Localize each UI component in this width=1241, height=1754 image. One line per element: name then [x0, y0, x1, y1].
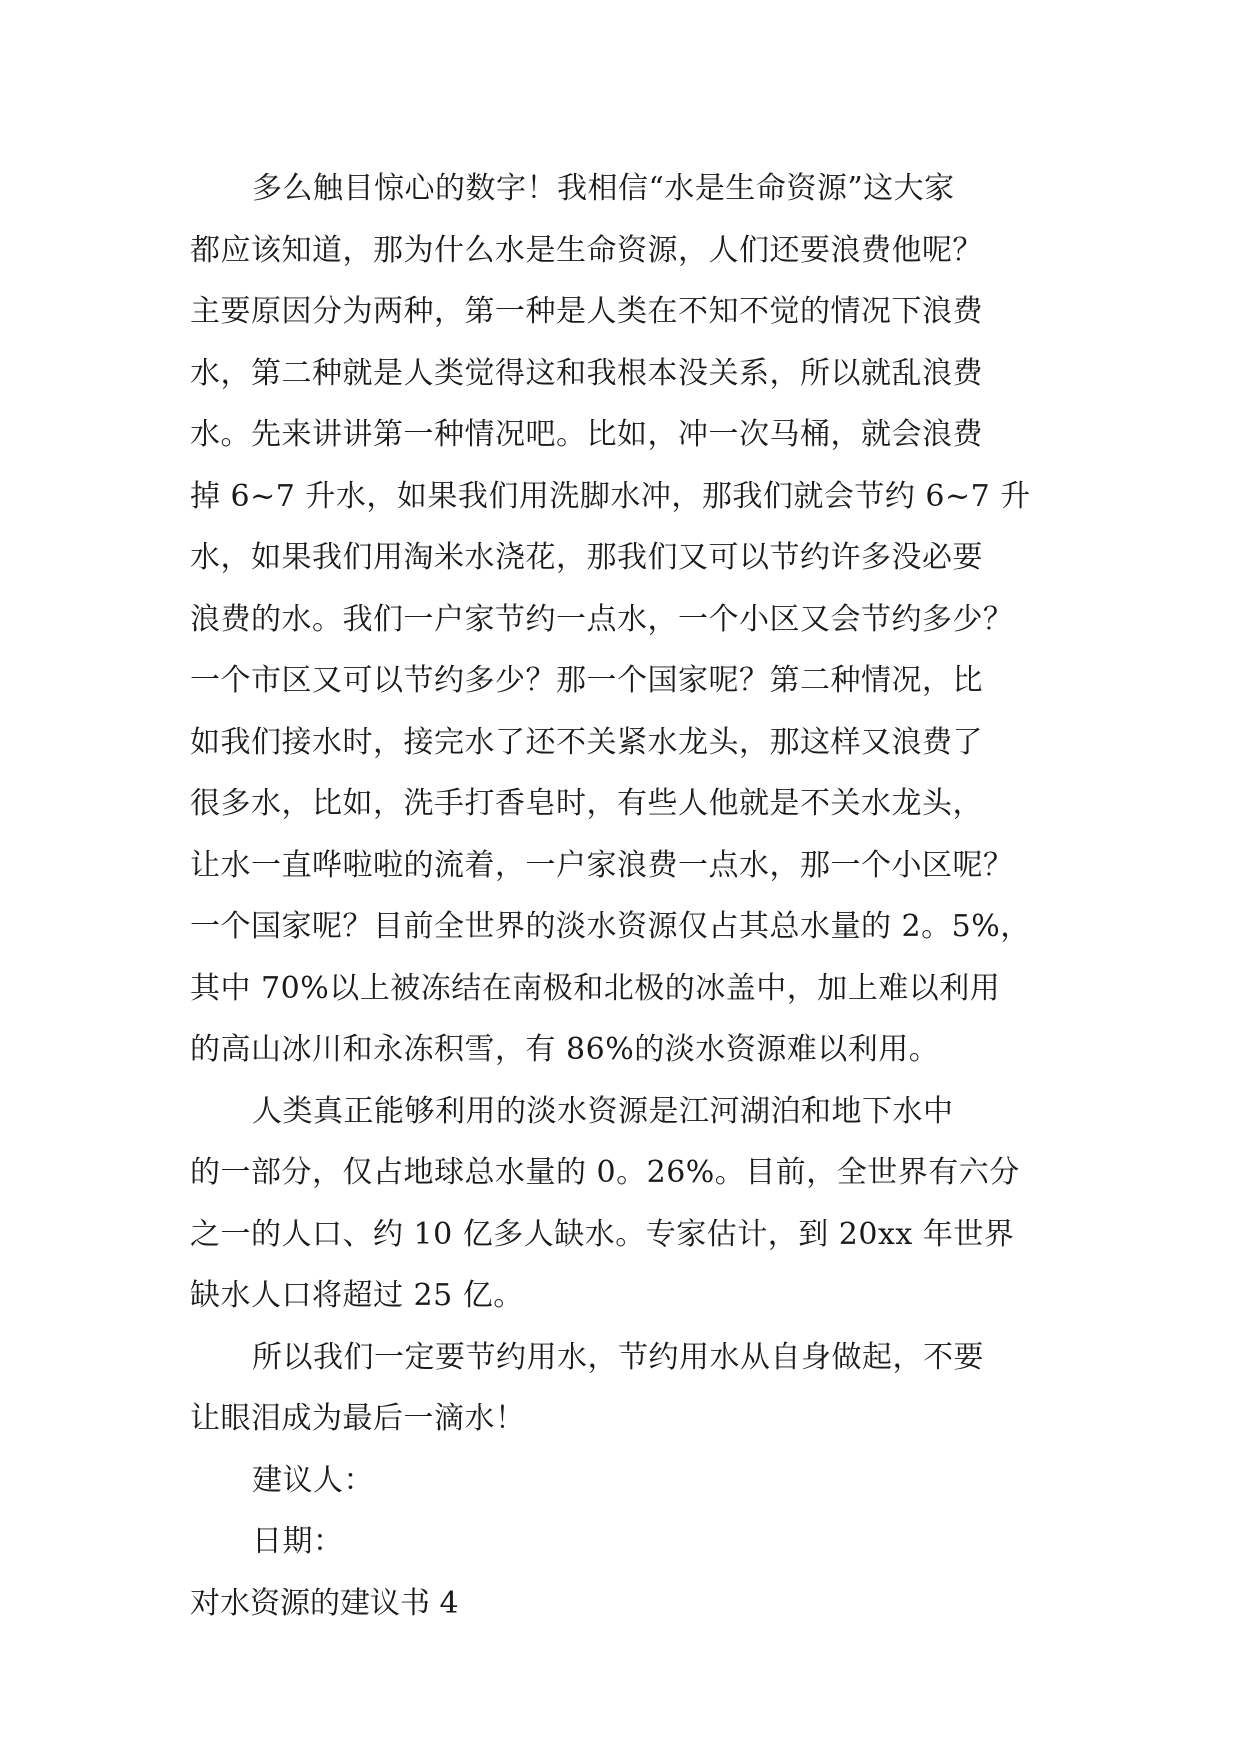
text-line: 都应该知道，那为什么水是生命资源，人们还要浪费他呢？	[190, 232, 983, 268]
text-line: 之一的人口、约 10 亿多人缺水。专家估计，到 20xx 年世界	[190, 1216, 1015, 1252]
next-section-title: 对水资源的建议书 4	[190, 1585, 459, 1621]
proposer-label: 建议人：	[252, 1462, 374, 1498]
text-line: 水。先来讲讲第一种情况吧。比如，冲一次马桶，就会浪费	[190, 417, 983, 452]
text-line: 缺水人口将超过 25 亿。	[190, 1278, 524, 1313]
text-line: 水，第二种就是人类觉得这和我根本没关系，所以就乱浪费	[190, 355, 983, 391]
text-line: 浪费的水。我们一户家节约一点水，一个小区又会节约多少？	[190, 601, 1014, 637]
text-line: 很多水，比如，洗手打香皂时，有些人他就是不关水龙头，	[190, 786, 983, 821]
text-line: 让水一直哗啦啦的流着，一户家浪费一点水，那一个小区呢？	[190, 847, 1014, 883]
text-line: 主要原因分为两种，第一种是人类在不知不觉的情况下浪费	[190, 294, 983, 329]
text-line: 水，如果我们用淘米水浇花，那我们又可以节约许多没必要	[190, 540, 983, 575]
document-body	[190, 158, 1060, 1634]
text-line: 一个国家呢？目前全世界的淡水资源仅占其总水量的 2。5%，	[190, 909, 1031, 944]
date-label: 日期：	[252, 1524, 344, 1559]
text-line: 一个市区又可以节约多少？那一个国家呢？第二种情况，比	[190, 663, 983, 698]
text-line: 其中 70%以上被冻结在南极和北极的冰盖中，加上难以利用	[190, 970, 1001, 1006]
text-line: 的高山冰川和永冻积雪，有 86%的淡水资源难以利用。	[190, 1032, 940, 1067]
text-line: 如我们接水时，接完水了还不关紧水龙头，那这样又浪费了	[190, 724, 983, 760]
text-line: 掉 6~7 升水，如果我们用洗脚水冲，那我们就会节约 6~7 升	[190, 478, 1031, 514]
text-line: 的一部分，仅占地球总水量的 0。26%。目前，全世界有六分	[190, 1155, 1020, 1190]
text-line: 人类真正能够利用的淡水资源是江河湖泊和地下水中	[252, 1093, 954, 1129]
text-line: 所以我们一定要节约用水，节约用水从自身做起，不要	[252, 1339, 984, 1375]
text-line: 多么触目惊心的数字！我相信“水是生命资源”这大家	[252, 171, 955, 206]
text-line: 让眼泪成为最后一滴水！	[190, 1401, 526, 1436]
